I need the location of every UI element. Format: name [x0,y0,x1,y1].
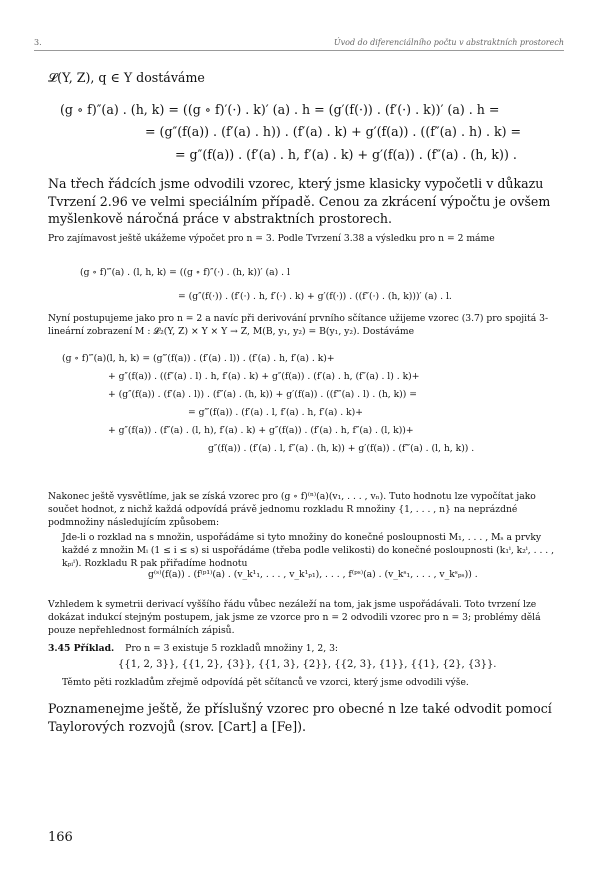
equation-3-line-4: = g‴(f(a)) . (f′(a) . l, f′(a) . h, f′(a) . k)+ [188,407,363,418]
equation-3-line-1: (g ∘ f)‴(a)(l, h, k) = (g‴(f(a)) . (f′(a) . l)) . (f′(a) . h, f′(a) . k)+ [62,353,335,364]
equation-2-line-2: = (g″(f(·)) . (f′(·) . h, f′(·) . k) + g′(f(·)) . ((f″(·) . (h, k)))′ (a) . l. [178,291,452,302]
equation-1-line-1: (g ∘ f)″(a) . (h, k) = ((g ∘ f)′(·) . k)′ (a) . h = (g′(f(·)) . (f′(·) . k))′ (a) . h = [60,102,500,117]
equation-4: g⁽ˢ⁾(f(a)) . (f⁽ᵖ¹⁾(a) . (v_k¹₁, . . . , v_k¹ₚ₁), . . . , f⁽ᵖˢ⁾(a) . (v_kˢ₁, . . . , v_kˢₚₛ)) . [148,569,478,580]
example-partition-sets: {{1, 2, 3}}, {{1, 2}, {3}}, {{1, 3}, {2}}, {{2, 3}, {1}}, {{1}, {2}, {3}}. [118,659,497,670]
equation-3-line-6: g″(f(a)) . (f′(a) . l, f″(a) . (h, k)) + g′(f(a)) . (f‴(a) . (l, h, k)) . [208,443,475,454]
equation-1-line-3: = g″(f(a)) . (f′(a) . h, f′(a) . k) + g′(f(a)) . (f″(a) . (h, k)) . [175,147,517,162]
paragraph-partition-order: Jde-li o rozklad na s množin, uspořádáme si tyto množiny do konečné posloupnosti M₁, . . . , Mₛ a prvky každé z množin Mᵢ (1 ≤ i ≤ s) si uspořádáme (třeba podle velikosti) do konečné posloupnosti (k₁ⁱ, k₂ⁱ, . . . , kₚᵢⁱ). Rozkladu R pak přiřadíme hodnotu [62,532,555,569]
header-chapter-number: 3. [34,38,42,47]
equation-3-line-3: + (g″(f(a)) . (f′(a) . l)) . (f″(a) . (h, k)) + g′(f(a)) . ((f‴(a) . l) . (h, k)) = [108,389,417,400]
example-heading [48,642,338,655]
equation-2-line-1: (g ∘ f)‴(a) . (l, h, k) = ((g ∘ f)″(·) . (h, k))′ (a) . l [80,267,290,278]
header-running-title: Úvod do diferenciálního počtu v abstraktních prostorech [333,38,564,47]
paragraph-procedure: Nyní postupujeme jako pro n = 2 a navíc při derivování prvního sčítance užijeme vzorec (3.7) pro spojitá 3-lineární zobrazení M : 𝓛₂(Y, Z) × Y × Y → Z, M(B, y₁, y₂) = B(y₁, y₂). Dostáváme [48,313,549,337]
example-conclusion: Těmto pěti rozkladům zřejmě odpovídá pět sčítanců ve vzorci, který jsme odvodili výše. [62,677,469,688]
paragraph-general-formula: Nakonec ještě vysvětlíme, jak se získá vzorec pro (g ∘ f)⁽ⁿ⁾(a)(v₁, . . . , vₙ). Tuto hodnotu lze vypočítat jako součet hodnot, z nichž každá odpovídá právě jednomu rozkladu R množiny {1, . . . , n} na neprázdné podmnožiny následujícím způsobem: [48,491,536,528]
paragraph-derivation-remark: Na třech řádcích jsme odvodili vzorec, který jsme klasicky vypočetli v důkazu Tvrzení 2.96 ve velmi speciálním případě. Cenou za zkrácení výpočtu je ovšem myšlenkově náročná práce v abstraktních prostorech. [48,176,551,226]
equation-3-line-2: + g″(f(a)) . ((f″(a) . l) . h, f′(a) . k) + g″(f(a)) . (f′(a) . h, (f″(a) . l) . k)+ [108,371,420,382]
running-header [34,38,564,51]
equation-3-line-5: + g″(f(a)) . (f″(a) . (l, h), f′(a) . k) + g″(f(a)) . (f′(a) . h, f″(a) . (l, k))+ [108,425,414,436]
paragraph-taylor-remark: Poznamenejme ještě, že příslušný vzorec pro obecné n lze také odvodit pomocí Taylorových rozvojů (srov. [Cart] a [Fe]). [48,701,552,734]
paragraph-symmetry: Vzhledem k symetrii derivací vyššího řádu vůbec nezáleží na tom, jak jsme uspořádávali. Toto tvrzení lze dokázat indukcí stejným postupem, jak jsme ze vzorce pro n = 2 odvodili vzorec pro n = 3; problémy dělá pouze nepřehlednost formálních zápisů. [48,599,541,636]
page-number: 166 [48,830,73,845]
equation-1-line-2: = (g″(f(a)) . (f′(a) . h)) . (f′(a) . k) + g′(f(a)) . ((f″(a) . h) . k) = [145,124,522,139]
paragraph-n3-intro: Pro zajímavost ještě ukážeme výpočet pro n = 3. Podle Tvrzení 3.38 a výsledku pro n = 2 máme [48,233,495,244]
example-label: 3.45 Příklad. [48,643,115,654]
example-text: Pro n = 3 existuje 5 rozkladů množiny 1, 2, 3: [125,643,339,654]
intro-line: 𝓛(Y, Z), q ∈ Y dostáváme [48,70,205,85]
